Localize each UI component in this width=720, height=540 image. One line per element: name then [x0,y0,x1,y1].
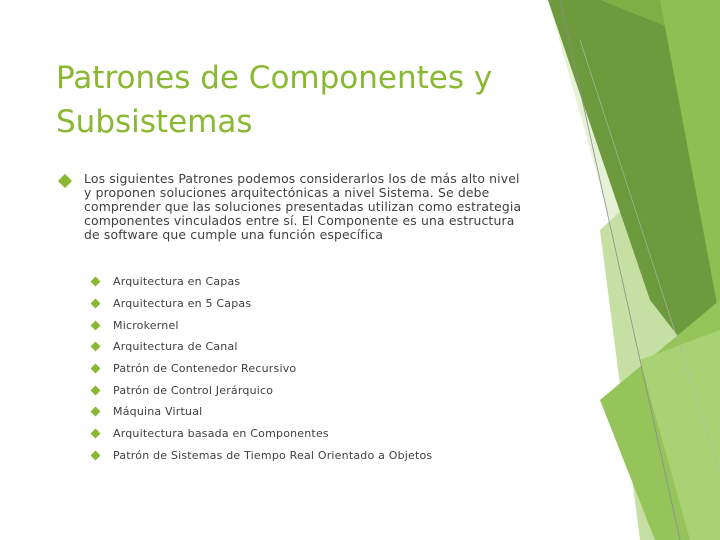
list-item [92,401,452,423]
diamond-bullet-icon [58,174,72,188]
intro-text: Los siguientes Patrones podemos considerarlos los de más alto nivel y proponen soluciones arquitectónicas a nivel Sistema. Se debe comprender que las soluciones presentadas utilizan como estrategia componentes vinculados entre sí. El Componente es una estructura de software que cumple una función específica [84,171,522,242]
diamond-bullet-icon [91,429,101,439]
list-item [92,314,452,336]
list-item [92,358,452,380]
diamond-bullet-icon [91,277,101,287]
list-item-label: Patrón de Control Jerárquico [113,383,274,397]
list-item [92,293,452,315]
page-title: Patrones de Componentes y Subsistemas [56,60,493,140]
list-item-label: Arquitectura de Canal [113,340,238,354]
list-item-label: Arquitectura en 5 Capas [113,297,252,311]
diamond-bullet-icon [91,385,101,395]
list-item-label: Arquitectura basada en Componentes [113,427,329,441]
diamond-bullet-icon [91,299,101,309]
list-item [92,336,452,358]
intro-paragraph [60,172,530,242]
list-item-label: Arquitectura en Capas [113,275,241,289]
list-item [92,423,452,445]
diamond-bullet-icon [91,320,101,330]
list-item-label: Microkernel [113,318,179,332]
list-item-label: Patrón de Sistemas de Tiempo Real Orientado a Objetos [113,448,433,462]
diamond-bullet-icon [91,407,101,417]
list-item [92,379,452,401]
diamond-bullet-icon [91,342,101,352]
pattern-list [92,271,452,466]
list-item-label: Patrón de Contenedor Recursivo [113,362,297,376]
list-item [92,445,452,467]
diamond-bullet-icon [91,450,101,460]
list-item-label: Máquina Virtual [113,405,203,419]
list-item [92,271,452,293]
diamond-bullet-icon [91,364,101,374]
